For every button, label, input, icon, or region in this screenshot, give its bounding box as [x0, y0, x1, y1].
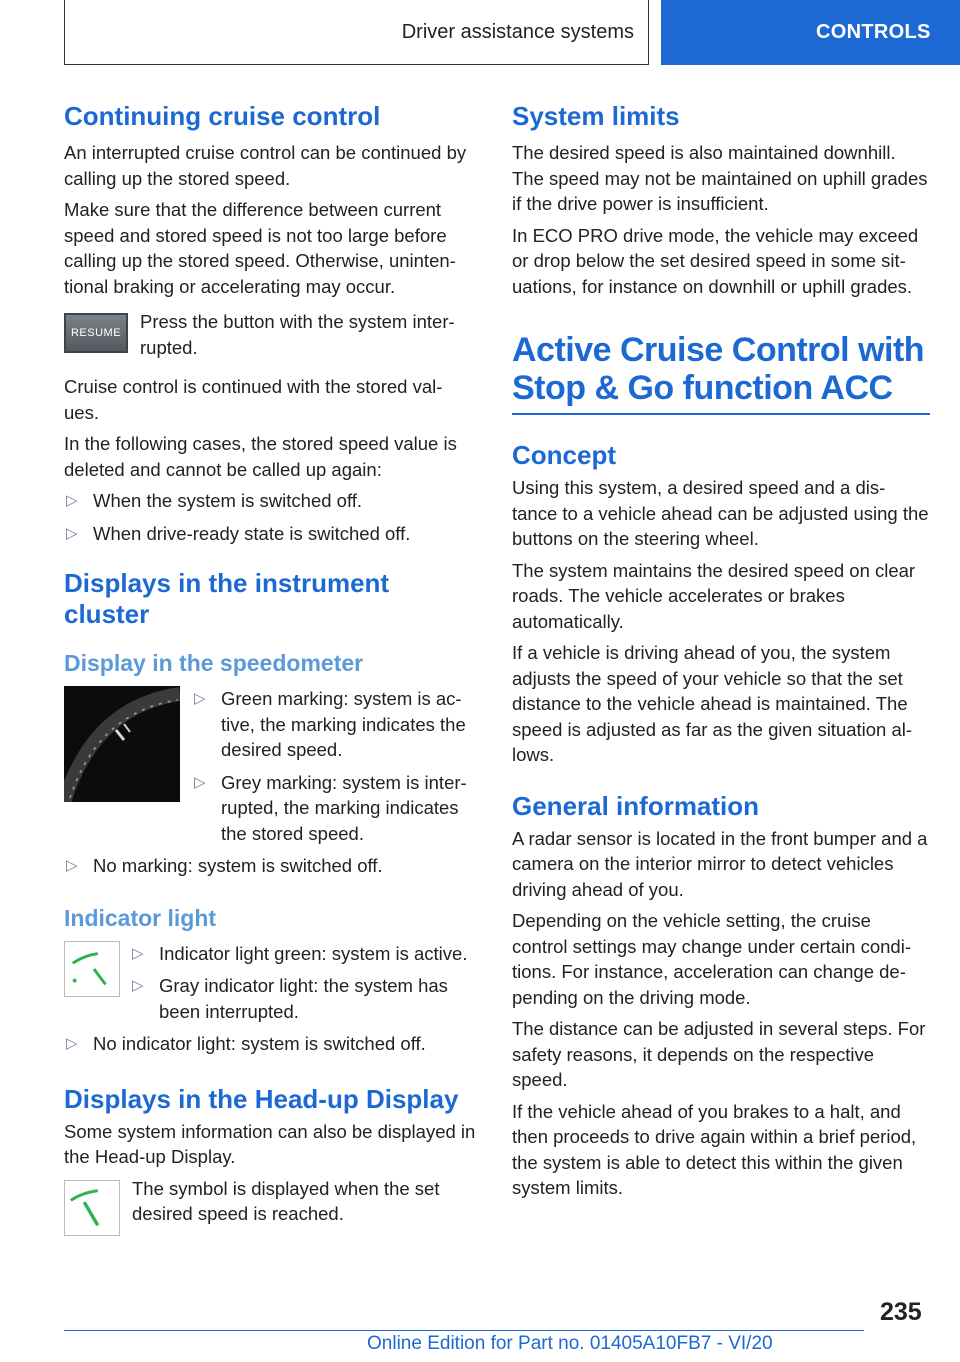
triangle-bullet-icon: ▷ [66, 857, 78, 874]
paragraph: Cruise control is continued with the stored val-ues. [64, 376, 443, 423]
heading-concept: Concept [512, 440, 616, 470]
paragraph: In ECO PRO drive mode, the vehicle may exceed or drop below the set desired speed in some sit-uations, for instance on downhill or uphill grades. [512, 224, 919, 297]
heading-general-information: General information [512, 790, 760, 821]
heading-rule [512, 413, 930, 415]
list-item-text: No marking: system is switched off. [93, 855, 383, 876]
list-item-text: Indicator light green: system is active. [159, 942, 468, 964]
left-column [64, 100, 476, 1236]
chapter-title: CONTROLS [816, 21, 931, 43]
list-item-text: When the system is switched off. [93, 490, 363, 511]
paragraph: Make sure that the difference between current speed and stored speed is not too large before calling up the stored speed. Otherwise, uninten-tional braking or accelerating may occur. [64, 199, 456, 297]
paragraph: If a vehicle is driving ahead of you, the system adjusts the speed of your vehicle so that the set distance to the vehicle ahead is maintained. The speed is adjusted as far as the given situation al-lows. [512, 642, 913, 765]
footer-divider [64, 1330, 864, 1331]
header-section [64, 0, 649, 65]
header-chapter [661, 0, 960, 65]
paragraph: The system maintains the desired speed on clear roads. The vehicle accelerates or brakes automatically. [512, 559, 916, 632]
list-item [192, 686, 476, 763]
list-item [64, 853, 476, 879]
heading-system-limits: System limits [512, 101, 680, 131]
triangle-bullet-icon: ▷ [66, 524, 78, 542]
triangle-bullet-icon: ▷ [66, 492, 78, 509]
list-item [64, 488, 476, 514]
triangle-bullet-icon: ▷ [194, 690, 206, 707]
heading-active-cruise-control: Active Cruise Control with Stop & Go function ACC [512, 331, 925, 407]
list-item [64, 1031, 476, 1057]
paragraph: An interrupted cruise control can be continued by calling up the stored speed. [64, 142, 467, 189]
speedometer-bullets [192, 686, 476, 846]
speedometer-row [64, 686, 476, 846]
heading-displays-instrument-cluster: Displays in the instrument cluster [64, 568, 390, 629]
paragraph: In the following cases, the stored speed value is deleted and cannot be called up again: [64, 433, 457, 480]
paragraph: Some system information can also be displayed in the Head-up Display. [64, 1120, 476, 1167]
resume-button-icon [64, 313, 128, 353]
hud-cruise-symbol-icon [64, 1180, 120, 1236]
paragraph: Depending on the vehicle setting, the cruise control settings may change under certain condi-tions. For instance, acceleration can change de-pending on the driving mode. [512, 910, 911, 1008]
list-item [130, 973, 476, 1024]
list-item-text: Gray indicator light: the system has been interrupted. [159, 975, 448, 1022]
edition-text: Online Edition for Part no. 01405A10FB7 - VI/20 [367, 1333, 773, 1354]
paragraph: Press the button with the system inter-rupted. [140, 311, 455, 358]
indicator-bullets [130, 941, 476, 1025]
triangle-bullet-icon: ▷ [132, 944, 144, 962]
page-number: 235 [880, 1298, 922, 1326]
list-item-text: No indicator light: system is switched off. [93, 1033, 426, 1054]
cruise-control-indicator-icon [64, 941, 120, 997]
indicator-row [64, 941, 476, 1025]
heading-display-speedometer: Display in the speedometer [64, 650, 364, 676]
list-item [64, 521, 476, 547]
resume-label: RESUME [70, 327, 122, 339]
speedometer-marking-icon [64, 686, 180, 802]
paragraph: The desired speed is also maintained downhill. The speed may not be maintained on uphill grades if the drive power is insufficient. [512, 142, 928, 214]
hud-row [64, 1177, 476, 1236]
heading-indicator-light: Indicator light [64, 904, 217, 931]
paragraph: The symbol is displayed when the set desired speed is reached. [132, 1177, 440, 1224]
triangle-bullet-icon: ▷ [194, 773, 206, 791]
list-item [130, 941, 476, 967]
paragraph: If the vehicle ahead of you brakes to a halt, and then proceeds to drive again within a brief period, the system is able to detect this within the given system limits. [512, 1100, 917, 1198]
section-title: Driver assistance systems [401, 20, 634, 43]
list-item-text: Grey marking: system is inter-rupted, the marking indicates the stored speed. [221, 771, 467, 844]
triangle-bullet-icon: ▷ [132, 977, 144, 994]
heading-continuing-cruise-control: Continuing cruise control [64, 101, 381, 131]
paragraph: A radar sensor is located in the front bumper and a camera on the interior mirror to detect vehicles driving ahead of you. [512, 827, 928, 900]
paragraph: The distance can be adjusted in several steps. For safety reasons, it depends on the respective speed. [512, 1018, 926, 1090]
paragraph: Using this system, a desired speed and a dis-tance to a vehicle ahead can be adjusted using the buttons on the steering wheel. [512, 477, 929, 549]
heading-displays-head-up: Displays in the Head-up Display [64, 1083, 459, 1114]
right-column [512, 100, 930, 1201]
resume-row [64, 313, 476, 360]
list-item-text: Green marking: system is ac-tive, the marking indicates the desired speed. [221, 688, 466, 760]
triangle-bullet-icon: ▷ [66, 1035, 78, 1052]
list-item-text: When drive-ready state is switched off. [93, 522, 411, 544]
list-item [192, 770, 476, 847]
